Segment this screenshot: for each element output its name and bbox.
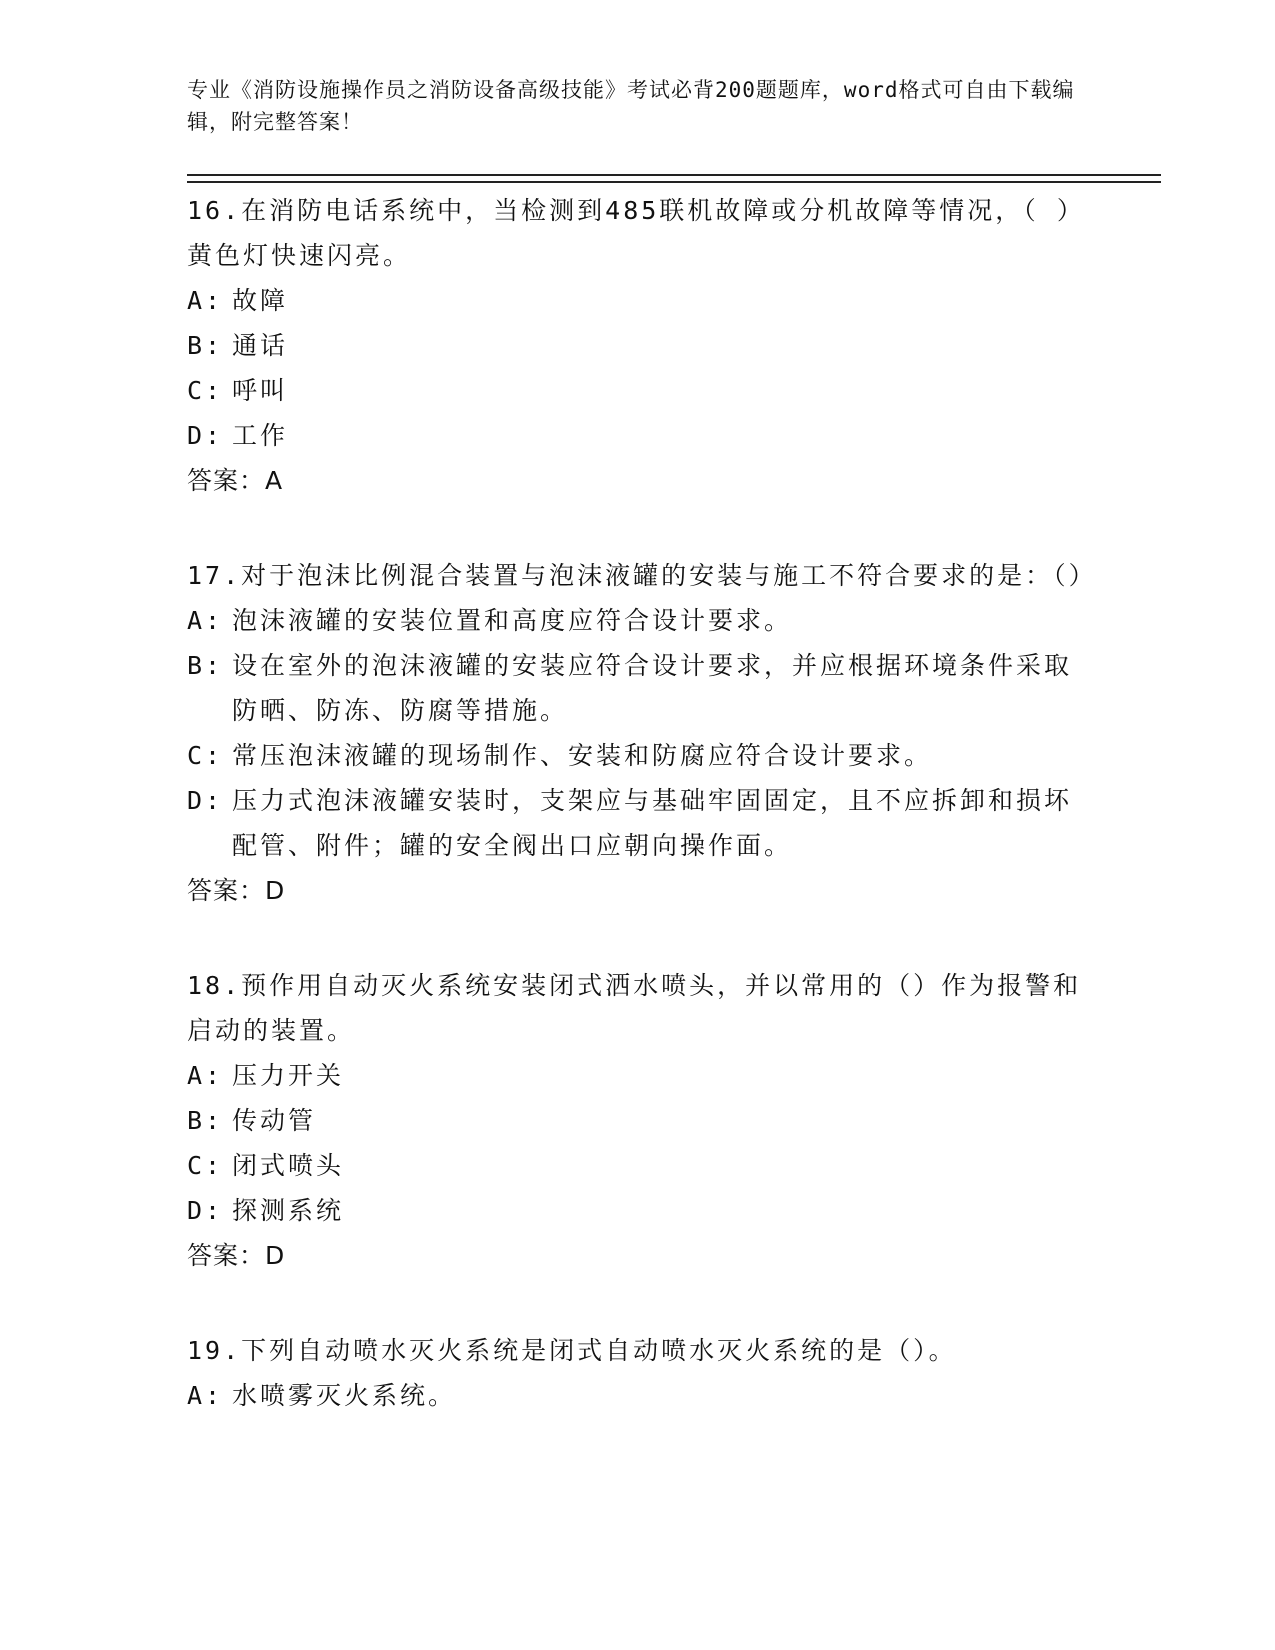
- divider-line: [187, 174, 1161, 176]
- answer-value: D: [265, 876, 286, 905]
- document-intro: 专业《消防设施操作员之消防设备高级技能》考试必背200题题库，word格式可自由下载编辑，附完整答案！: [187, 78, 1075, 134]
- option-letter: B:: [187, 651, 224, 680]
- option-text: 探测系统: [232, 1196, 345, 1225]
- option-letter: C:: [187, 376, 224, 405]
- answer-line: [187, 1233, 1087, 1278]
- option-b: [187, 643, 1087, 733]
- option-c: [187, 733, 1087, 778]
- answer-line: [187, 868, 1087, 913]
- option-a: [187, 1053, 1087, 1098]
- question-18: [187, 963, 1087, 1278]
- option-text: 闭式喷头: [232, 1151, 345, 1180]
- option-text: 工作: [232, 421, 289, 450]
- option-d: [187, 778, 1087, 868]
- option-text: 压力式泡沫液罐安装时，支架应与基础牢固固定，且不应拆卸和损坏配管、附件；罐的安全阀出口应朝向操作面。: [232, 786, 1073, 860]
- answer-label: 答案：: [187, 1241, 266, 1270]
- option-letter: B:: [187, 1106, 224, 1135]
- answer-line: [187, 458, 1087, 503]
- option-letter: A:: [187, 606, 224, 635]
- option-text: 故障: [232, 286, 289, 315]
- option-text: 传动管: [232, 1106, 317, 1135]
- option-letter: D:: [187, 1196, 224, 1225]
- option-a: [187, 1373, 1087, 1418]
- answer-label: 答案：: [187, 876, 266, 905]
- option-c: [187, 368, 1087, 413]
- question-stem: 18.预作用自动灭火系统安装闭式洒水喷头，并以常用的（）作为报警和启动的装置。: [187, 971, 1082, 1045]
- option-text: 设在室外的泡沫液罐的安装应符合设计要求，并应根据环境条件采取防晒、防冻、防腐等措施。: [232, 651, 1073, 725]
- option-b: [187, 323, 1087, 368]
- option-text: 水喷雾灭火系统。: [232, 1381, 457, 1410]
- question-17: [187, 553, 1097, 913]
- option-text: 常压泡沫液罐的现场制作、安装和防腐应符合设计要求。: [232, 741, 933, 770]
- question-list: [187, 188, 1097, 1418]
- option-letter: C:: [187, 741, 224, 770]
- option-text: 通话: [232, 331, 289, 360]
- question-stem: 19.下列自动喷水灭火系统是闭式自动喷水灭火系统的是（）。: [187, 1336, 957, 1365]
- answer-label: 答案：: [187, 466, 266, 495]
- option-b: [187, 1098, 1087, 1143]
- option-text: 呼叫: [232, 376, 289, 405]
- option-letter: B:: [187, 331, 224, 360]
- divider-line: [187, 181, 1161, 183]
- answer-value: A: [265, 466, 284, 495]
- option-c: [187, 1143, 1087, 1188]
- option-d: [187, 1188, 1087, 1233]
- option-letter: D:: [187, 786, 224, 815]
- question-stem: 16.在消防电话系统中，当检测到485联机故障或分机故障等情况，（ ）黄色灯快速闪亮。: [187, 196, 1085, 270]
- option-letter: A:: [187, 286, 224, 315]
- option-text: 泡沫液罐的安装位置和高度应符合设计要求。: [232, 606, 793, 635]
- option-text: 压力开关: [232, 1061, 345, 1090]
- option-a: [187, 278, 1087, 323]
- option-letter: A:: [187, 1381, 224, 1410]
- question-stem: 17.对于泡沫比例混合装置与泡沫液罐的安装与施工不符合要求的是：（）: [187, 561, 1097, 590]
- option-d: [187, 413, 1087, 458]
- option-letter: C:: [187, 1151, 224, 1180]
- question-16: [187, 188, 1087, 503]
- answer-value: D: [265, 1241, 286, 1270]
- option-a: [187, 598, 1087, 643]
- option-letter: A:: [187, 1061, 224, 1090]
- option-letter: D:: [187, 421, 224, 450]
- question-19: [187, 1328, 1087, 1418]
